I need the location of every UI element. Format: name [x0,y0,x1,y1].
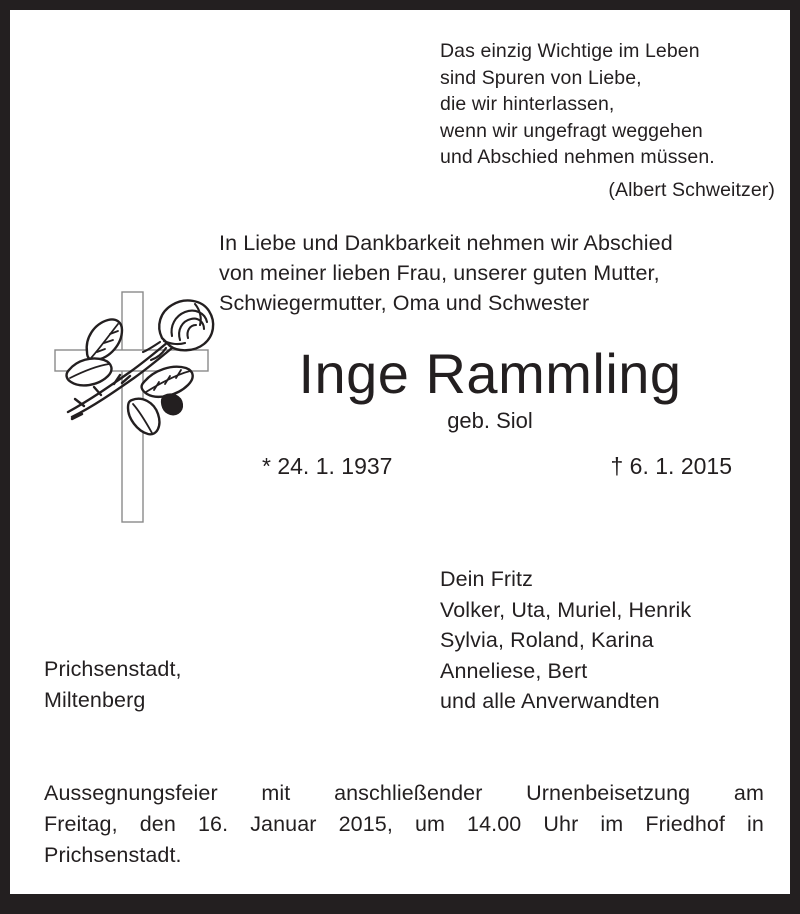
intro-line: In Liebe und Dankbarkeit nehmen wir Abschied [219,231,673,255]
survivors-line: Anneliese, Bert [440,658,588,683]
farewell-intro [219,228,767,318]
survivors-line: Volker, Uta, Muriel, Henrik [440,597,692,622]
quote-line: die wir hinterlassen, [440,93,615,116]
place-line: Miltenberg [44,687,146,712]
service-line: Aussegnungsfeier mit anschließender Urnenbeisetzung am [44,781,764,805]
service-notice [44,778,764,871]
quote-author: (Albert Schweitzer) [608,178,775,201]
survivors-line: Sylvia, Roland, Karina [440,628,654,652]
places-list [44,654,344,715]
maiden-name: geb. Siol [447,408,533,433]
intro-line: Schwiegermutter, Oma und Schwester [219,291,590,315]
life-dates [262,452,732,480]
survivors-line: Dein Fritz [440,567,533,591]
intro-line: von meiner lieben Frau, unserer guten Mutter, [219,261,660,285]
quote-line: und Abschied nehmen müssen. [440,146,715,169]
place-line: Prichsenstadt, [44,657,182,681]
quote-line: wenn wir ungefragt weggehen [440,119,703,142]
deceased-name-block [190,343,790,435]
birth-date: * 24. 1. 1937 [262,453,393,479]
notice-sheet [10,10,790,894]
memorial-quote [440,38,775,204]
survivors-line: und alle Anverwandten [440,689,660,713]
death-date: † 6. 1. 2015 [610,453,732,479]
service-line: Freitag, den 16. Januar 2015, um 14.00 Uhr im Friedhof in [44,812,764,836]
service-line: Prichsenstadt. [44,843,182,867]
survivors-list [440,564,780,717]
quote-line: sind Spuren von Liebe, [440,66,642,89]
quote-line: Das einzig Wichtige im Leben [440,40,700,62]
page-title: Inge Rammling [298,342,682,405]
